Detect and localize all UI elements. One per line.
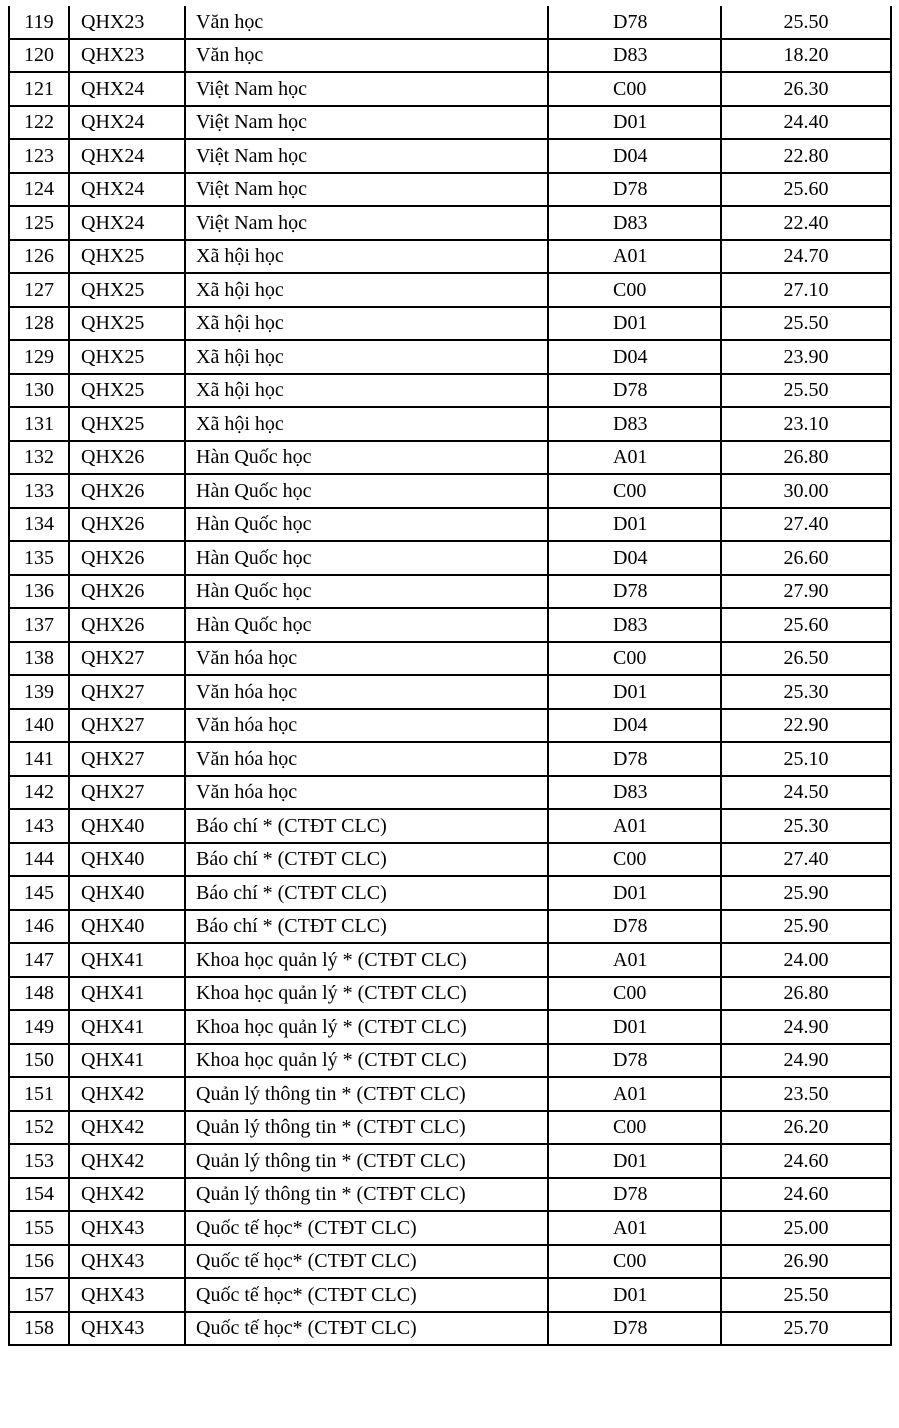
subject-group: C00 xyxy=(548,72,721,106)
cutoff-score: 25.00 xyxy=(721,1211,891,1245)
subject-group: C00 xyxy=(548,642,721,676)
row-number: 146 xyxy=(9,910,69,944)
program-code: QHX41 xyxy=(69,977,185,1011)
cutoff-score: 25.50 xyxy=(721,374,891,408)
table-row xyxy=(9,910,891,944)
program-code: QHX27 xyxy=(69,709,185,743)
subject-group: D78 xyxy=(548,742,721,776)
program-name: Báo chí * (CTĐT CLC) xyxy=(185,809,548,843)
table-row xyxy=(9,1044,891,1078)
row-number: 157 xyxy=(9,1278,69,1312)
table-row xyxy=(9,709,891,743)
cutoff-score: 26.80 xyxy=(721,441,891,475)
subject-group: D04 xyxy=(548,139,721,173)
program-code: QHX26 xyxy=(69,575,185,609)
table-row xyxy=(9,1278,891,1312)
subject-group: D78 xyxy=(548,374,721,408)
row-number: 131 xyxy=(9,407,69,441)
table-body xyxy=(9,6,891,1345)
table-row xyxy=(9,407,891,441)
table-row xyxy=(9,1312,891,1346)
program-code: QHX43 xyxy=(69,1211,185,1245)
subject-group: A01 xyxy=(548,943,721,977)
row-number: 122 xyxy=(9,106,69,140)
program-name: Báo chí * (CTĐT CLC) xyxy=(185,910,548,944)
row-number: 119 xyxy=(9,6,69,39)
cutoff-score: 30.00 xyxy=(721,474,891,508)
program-name: Hàn Quốc học xyxy=(185,575,548,609)
subject-group: D83 xyxy=(548,608,721,642)
program-code: QHX23 xyxy=(69,39,185,73)
cutoff-score: 26.50 xyxy=(721,642,891,676)
row-number: 153 xyxy=(9,1144,69,1178)
program-name: Quốc tế học* (CTĐT CLC) xyxy=(185,1278,548,1312)
row-number: 143 xyxy=(9,809,69,843)
cutoff-score: 23.10 xyxy=(721,407,891,441)
program-name: Hàn Quốc học xyxy=(185,508,548,542)
table-row xyxy=(9,39,891,73)
subject-group: D01 xyxy=(548,1278,721,1312)
row-number: 142 xyxy=(9,776,69,810)
table-row xyxy=(9,943,891,977)
subject-group: A01 xyxy=(548,441,721,475)
program-name: Văn hóa học xyxy=(185,709,548,743)
program-code: QHX27 xyxy=(69,776,185,810)
program-code: QHX25 xyxy=(69,273,185,307)
subject-group: D04 xyxy=(548,541,721,575)
subject-group: D78 xyxy=(548,575,721,609)
row-number: 139 xyxy=(9,675,69,709)
table-row xyxy=(9,1111,891,1145)
cutoff-score: 24.00 xyxy=(721,943,891,977)
row-number: 130 xyxy=(9,374,69,408)
program-name: Khoa học quản lý * (CTĐT CLC) xyxy=(185,1010,548,1044)
program-name: Quốc tế học* (CTĐT CLC) xyxy=(185,1211,548,1245)
row-number: 124 xyxy=(9,173,69,207)
table-row xyxy=(9,374,891,408)
row-number: 127 xyxy=(9,273,69,307)
subject-group: C00 xyxy=(548,1111,721,1145)
cutoff-score: 25.90 xyxy=(721,876,891,910)
row-number: 125 xyxy=(9,206,69,240)
row-number: 126 xyxy=(9,240,69,274)
program-code: QHX26 xyxy=(69,474,185,508)
program-name: Văn hóa học xyxy=(185,776,548,810)
row-number: 134 xyxy=(9,508,69,542)
table-row xyxy=(9,876,891,910)
cutoff-score: 24.70 xyxy=(721,240,891,274)
table-row xyxy=(9,474,891,508)
subject-group: D01 xyxy=(548,876,721,910)
program-code: QHX24 xyxy=(69,72,185,106)
row-number: 123 xyxy=(9,139,69,173)
program-name: Quốc tế học* (CTĐT CLC) xyxy=(185,1245,548,1279)
row-number: 147 xyxy=(9,943,69,977)
program-code: QHX27 xyxy=(69,642,185,676)
program-code: QHX25 xyxy=(69,307,185,341)
table-row xyxy=(9,608,891,642)
cutoff-score: 26.90 xyxy=(721,1245,891,1279)
subject-group: D01 xyxy=(548,307,721,341)
program-code: QHX40 xyxy=(69,910,185,944)
row-number: 135 xyxy=(9,541,69,575)
table-row xyxy=(9,173,891,207)
row-number: 154 xyxy=(9,1178,69,1212)
cutoff-score: 23.50 xyxy=(721,1077,891,1111)
program-code: QHX24 xyxy=(69,206,185,240)
table-row xyxy=(9,843,891,877)
table-row xyxy=(9,72,891,106)
row-number: 149 xyxy=(9,1010,69,1044)
subject-group: D01 xyxy=(548,508,721,542)
subject-group: D04 xyxy=(548,340,721,374)
program-name: Việt Nam học xyxy=(185,106,548,140)
subject-group: D83 xyxy=(548,407,721,441)
table-row xyxy=(9,1245,891,1279)
program-code: QHX40 xyxy=(69,876,185,910)
table-row xyxy=(9,240,891,274)
cutoff-score: 18.20 xyxy=(721,39,891,73)
cutoff-score: 25.10 xyxy=(721,742,891,776)
program-code: QHX25 xyxy=(69,340,185,374)
row-number: 145 xyxy=(9,876,69,910)
subject-group: D78 xyxy=(548,1044,721,1078)
cutoff-score: 27.90 xyxy=(721,575,891,609)
program-name: Khoa học quản lý * (CTĐT CLC) xyxy=(185,943,548,977)
program-name: Xã hội học xyxy=(185,407,548,441)
subject-group: D78 xyxy=(548,173,721,207)
cutoff-score: 24.40 xyxy=(721,106,891,140)
subject-group: D83 xyxy=(548,776,721,810)
subject-group: C00 xyxy=(548,273,721,307)
cutoff-score: 25.90 xyxy=(721,910,891,944)
program-code: QHX23 xyxy=(69,6,185,39)
program-name: Báo chí * (CTĐT CLC) xyxy=(185,876,548,910)
table-row xyxy=(9,575,891,609)
cutoff-score: 24.90 xyxy=(721,1044,891,1078)
program-name: Việt Nam học xyxy=(185,72,548,106)
program-name: Hàn Quốc học xyxy=(185,441,548,475)
program-name: Văn hóa học xyxy=(185,675,548,709)
cutoff-score: 26.20 xyxy=(721,1111,891,1145)
program-name: Hàn Quốc học xyxy=(185,541,548,575)
row-number: 144 xyxy=(9,843,69,877)
program-name: Xã hội học xyxy=(185,374,548,408)
cutoff-score: 25.70 xyxy=(721,1312,891,1346)
program-name: Hàn Quốc học xyxy=(185,474,548,508)
program-name: Quản lý thông tin * (CTĐT CLC) xyxy=(185,1077,548,1111)
table-row xyxy=(9,508,891,542)
program-code: QHX27 xyxy=(69,742,185,776)
cutoff-score: 22.80 xyxy=(721,139,891,173)
row-number: 155 xyxy=(9,1211,69,1245)
row-number: 136 xyxy=(9,575,69,609)
subject-group: D01 xyxy=(548,1144,721,1178)
table-row xyxy=(9,675,891,709)
program-code: QHX40 xyxy=(69,809,185,843)
program-code: QHX42 xyxy=(69,1178,185,1212)
row-number: 158 xyxy=(9,1312,69,1346)
table-row xyxy=(9,441,891,475)
program-name: Khoa học quản lý * (CTĐT CLC) xyxy=(185,1044,548,1078)
row-number: 148 xyxy=(9,977,69,1011)
row-number: 141 xyxy=(9,742,69,776)
program-code: QHX26 xyxy=(69,508,185,542)
table-row xyxy=(9,106,891,140)
cutoff-score: 25.30 xyxy=(721,675,891,709)
program-name: Văn hóa học xyxy=(185,642,548,676)
program-code: QHX42 xyxy=(69,1077,185,1111)
table-row xyxy=(9,340,891,374)
row-number: 151 xyxy=(9,1077,69,1111)
table-row xyxy=(9,977,891,1011)
program-name: Việt Nam học xyxy=(185,206,548,240)
program-name: Quản lý thông tin * (CTĐT CLC) xyxy=(185,1178,548,1212)
row-number: 140 xyxy=(9,709,69,743)
cutoff-score: 24.60 xyxy=(721,1144,891,1178)
cutoff-score: 25.50 xyxy=(721,307,891,341)
table-row xyxy=(9,1178,891,1212)
table-row xyxy=(9,1211,891,1245)
cutoff-score: 25.50 xyxy=(721,1278,891,1312)
program-code: QHX40 xyxy=(69,843,185,877)
cutoff-score: 26.80 xyxy=(721,977,891,1011)
subject-group: D83 xyxy=(548,206,721,240)
subject-group: D83 xyxy=(548,39,721,73)
cutoff-score: 26.60 xyxy=(721,541,891,575)
subject-group: D78 xyxy=(548,910,721,944)
cutoff-score: 23.90 xyxy=(721,340,891,374)
table-row xyxy=(9,1144,891,1178)
program-name: Văn học xyxy=(185,39,548,73)
subject-group: D78 xyxy=(548,1178,721,1212)
row-number: 138 xyxy=(9,642,69,676)
row-number: 129 xyxy=(9,340,69,374)
program-name: Văn hóa học xyxy=(185,742,548,776)
cutoff-score: 27.40 xyxy=(721,508,891,542)
program-name: Khoa học quản lý * (CTĐT CLC) xyxy=(185,977,548,1011)
subject-group: D78 xyxy=(548,6,721,39)
admission-scores-table xyxy=(8,6,892,1346)
cutoff-score: 26.30 xyxy=(721,72,891,106)
cutoff-score: 25.60 xyxy=(721,608,891,642)
cutoff-score: 24.60 xyxy=(721,1178,891,1212)
cutoff-score: 24.50 xyxy=(721,776,891,810)
cutoff-score: 22.90 xyxy=(721,709,891,743)
cutoff-score: 25.50 xyxy=(721,6,891,39)
subject-group: D04 xyxy=(548,709,721,743)
table-row xyxy=(9,307,891,341)
cutoff-score: 24.90 xyxy=(721,1010,891,1044)
program-name: Xã hội học xyxy=(185,240,548,274)
cutoff-score: 27.40 xyxy=(721,843,891,877)
subject-group: D01 xyxy=(548,106,721,140)
row-number: 152 xyxy=(9,1111,69,1145)
program-code: QHX27 xyxy=(69,675,185,709)
subject-group: D01 xyxy=(548,1010,721,1044)
subject-group: A01 xyxy=(548,240,721,274)
table-row xyxy=(9,809,891,843)
table-row xyxy=(9,642,891,676)
table-row xyxy=(9,776,891,810)
table-row xyxy=(9,273,891,307)
subject-group: C00 xyxy=(548,977,721,1011)
program-code: QHX43 xyxy=(69,1245,185,1279)
row-number: 132 xyxy=(9,441,69,475)
program-code: QHX24 xyxy=(69,106,185,140)
row-number: 137 xyxy=(9,608,69,642)
table-row xyxy=(9,139,891,173)
table-row xyxy=(9,1010,891,1044)
subject-group: C00 xyxy=(548,474,721,508)
program-name: Xã hội học xyxy=(185,273,548,307)
program-name: Quản lý thông tin * (CTĐT CLC) xyxy=(185,1144,548,1178)
program-code: QHX42 xyxy=(69,1144,185,1178)
cutoff-score: 22.40 xyxy=(721,206,891,240)
program-code: QHX24 xyxy=(69,139,185,173)
row-number: 133 xyxy=(9,474,69,508)
row-number: 128 xyxy=(9,307,69,341)
row-number: 121 xyxy=(9,72,69,106)
row-number: 120 xyxy=(9,39,69,73)
cutoff-score: 25.60 xyxy=(721,173,891,207)
program-code: QHX26 xyxy=(69,608,185,642)
cutoff-score: 27.10 xyxy=(721,273,891,307)
program-code: QHX26 xyxy=(69,541,185,575)
program-name: Quốc tế học* (CTĐT CLC) xyxy=(185,1312,548,1346)
subject-group: C00 xyxy=(548,1245,721,1279)
program-name: Hàn Quốc học xyxy=(185,608,548,642)
row-number: 156 xyxy=(9,1245,69,1279)
program-name: Báo chí * (CTĐT CLC) xyxy=(185,843,548,877)
program-code: QHX25 xyxy=(69,240,185,274)
program-name: Xã hội học xyxy=(185,340,548,374)
program-name: Quản lý thông tin * (CTĐT CLC) xyxy=(185,1111,548,1145)
row-number: 150 xyxy=(9,1044,69,1078)
program-code: QHX25 xyxy=(69,407,185,441)
program-name: Việt Nam học xyxy=(185,139,548,173)
program-code: QHX41 xyxy=(69,943,185,977)
program-code: QHX43 xyxy=(69,1278,185,1312)
table-row xyxy=(9,541,891,575)
program-code: QHX24 xyxy=(69,173,185,207)
program-code: QHX26 xyxy=(69,441,185,475)
table-row xyxy=(9,742,891,776)
subject-group: C00 xyxy=(548,843,721,877)
program-code: QHX41 xyxy=(69,1010,185,1044)
subject-group: A01 xyxy=(548,1211,721,1245)
program-code: QHX25 xyxy=(69,374,185,408)
program-name: Xã hội học xyxy=(185,307,548,341)
program-code: QHX43 xyxy=(69,1312,185,1346)
table-row xyxy=(9,206,891,240)
subject-group: D78 xyxy=(548,1312,721,1346)
table-row xyxy=(9,6,891,39)
subject-group: D01 xyxy=(548,675,721,709)
program-name: Việt Nam học xyxy=(185,173,548,207)
table-row xyxy=(9,1077,891,1111)
program-code: QHX41 xyxy=(69,1044,185,1078)
cutoff-score: 25.30 xyxy=(721,809,891,843)
subject-group: A01 xyxy=(548,1077,721,1111)
program-code: QHX42 xyxy=(69,1111,185,1145)
program-name: Văn học xyxy=(185,6,548,39)
subject-group: A01 xyxy=(548,809,721,843)
